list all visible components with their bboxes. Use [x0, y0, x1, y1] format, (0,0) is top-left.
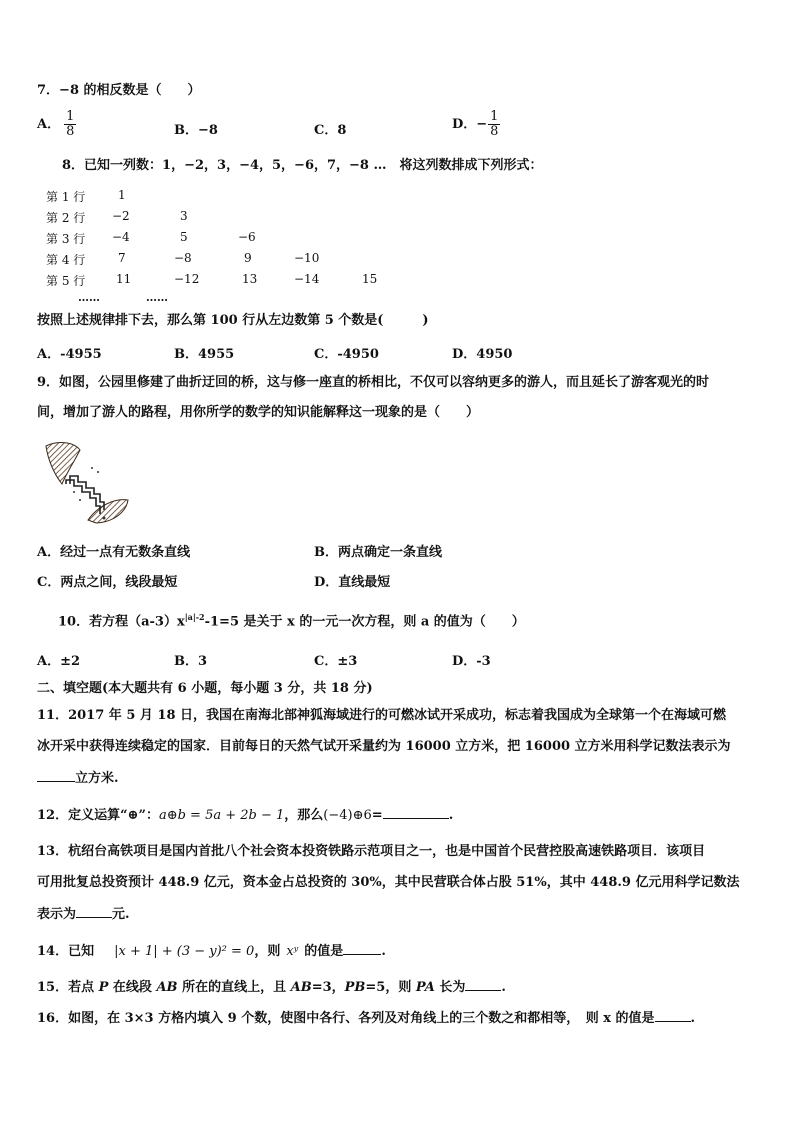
q12-expression: a⊕b = 5a + 2b − 1 [158, 808, 285, 823]
q14-expression: |x + 1| + (3 − y)² = 0 [114, 944, 255, 959]
q8-number-table [46, 186, 406, 296]
q11-answer-blank[interactable] [37, 769, 75, 782]
q8-row-3-label: 第 3 行 [46, 232, 86, 246]
q8-row-5-label: 第 5 行 [46, 274, 86, 288]
q8-stem: 8．已知一列数：1，−2，3，−4，5，−6，7，−8 … 将这列数排成下列形式： [62, 158, 543, 173]
q14-pre: 14．已知 [37, 944, 95, 959]
q10-option-d[interactable]: D．-3 [452, 654, 491, 669]
q8-row-5-cell-5: 15 [362, 272, 378, 286]
q14-post: 的值是 [304, 944, 344, 959]
q8-row-1-label: 第 1 行 [46, 190, 86, 204]
q8-option-d[interactable]: D．4950 [452, 347, 513, 362]
q10-stem-pre: 10．若方程（a-3）x [58, 614, 185, 630]
q12-expression-2: (−4)⊕6 [323, 808, 372, 823]
q11-line-3 [37, 769, 119, 788]
q12-mid: ，那么 [284, 808, 324, 823]
q9-option-d[interactable]: D．直线最短 [314, 575, 391, 590]
q8-row-4-cell-1: 7 [118, 251, 126, 265]
q7-option-d[interactable] [452, 110, 500, 139]
q9-stem-line-2: 间，增加了游人的路程，用你所学的数学的知识能解释这一现象的是（ ） [37, 405, 480, 420]
q14-expression-2: xʸ [286, 944, 299, 959]
q8-option-a[interactable]: A．-4955 [37, 347, 102, 362]
q15-pre: 15．若点 [37, 980, 99, 995]
q8-row-5-cell-2: −12 [174, 272, 200, 286]
q8-row-5-cell-3: 13 [242, 272, 258, 286]
q13-line-1: 13．杭绍台高铁项目是国内首批八个社会资本投资铁路示范项目之一，也是中国首个民营控股高速铁路项目．该项目 [37, 844, 706, 859]
q9-option-b[interactable]: B．两点确定一条直线 [314, 545, 442, 560]
q11-line-1: 11．2017 年 5 月 18 日，我国在南海北部神狐海域进行的可燃冰试开采成功，标志着我国成为全球第一个在海域可燃 [37, 708, 727, 723]
q15-t4: =5，则 [365, 980, 416, 995]
q8-row-2-cell-1: −2 [112, 209, 130, 223]
q15-t2: 所在的直线上，且 [177, 980, 291, 995]
q14-mid: ，则 [254, 944, 281, 959]
q10-stem-post: -1=5 是关于 x 的一元一次方程，则 a 的值为（ ） [204, 614, 525, 630]
q13-line-3-pre: 表示为 [37, 907, 77, 922]
q14-answer-blank[interactable] [343, 942, 381, 955]
q10-option-c[interactable]: C．±3 [314, 654, 358, 669]
q15-segment-ab: AB [156, 980, 178, 995]
q15-end: . [501, 980, 506, 995]
section-2-heading: 二、填空题(本大题共有 6 小题，每小题 3 分，共 18 分) [37, 681, 373, 696]
q7-option-b[interactable]: B．−8 [174, 123, 218, 138]
q7-option-d-fraction: $\frac{1}{8}$ [490, 109, 499, 139]
q12-post: = [371, 808, 383, 823]
q15-t1: 在线段 [108, 980, 157, 995]
q8-option-b[interactable]: B．4955 [174, 347, 235, 362]
q15-t5: 长为 [434, 980, 466, 995]
q8-question: 按照上述规律排下去，那么第 100 行从左边数第 5 个数是( ) [37, 313, 429, 328]
q10-stem [58, 608, 525, 631]
q8-row-2-cell-2: 3 [180, 209, 188, 223]
q8-row-4-cell-3: 9 [244, 251, 252, 265]
q16-pre: 16．如图，在 3×3 方格内填入 9 个数，使图中各行、各列及对角线上的三个数之和都相等， 则 x 的值是 [37, 1011, 655, 1026]
zigzag-bridge-illustration [44, 440, 130, 524]
q10-option-a[interactable]: A．±2 [37, 654, 81, 669]
q7-option-a-fraction: $\frac{1}{8}$ [66, 109, 75, 139]
q16-line [37, 1009, 695, 1028]
q15-point-p: P [98, 980, 109, 995]
q7-option-a-label: A． [37, 117, 61, 132]
q7-option-a[interactable] [37, 110, 76, 139]
q12-line [37, 806, 453, 825]
q8-row-3-cell-1: −4 [112, 230, 130, 244]
q12-end: . [448, 808, 454, 823]
q10-exponent: |a|-2 [184, 612, 205, 622]
q7-option-d-label: D．− [452, 117, 488, 132]
q8-row-3-cell-3: −6 [238, 230, 256, 244]
q13-line-3 [37, 905, 130, 924]
q7-option-c[interactable]: C．8 [314, 123, 347, 138]
q8-row-5-cell-1: 11 [116, 272, 132, 286]
q15-ab-label: AB [290, 980, 312, 995]
q14-line [37, 942, 386, 961]
q12-pre: 12．定义运算“⊕”： [37, 808, 159, 823]
q15-answer-blank[interactable] [465, 978, 501, 991]
q15-t3: =3， [311, 980, 345, 995]
q13-line-3-post: 元. [112, 907, 130, 922]
q15-pb-label: PB [344, 980, 366, 995]
q13-answer-blank[interactable] [76, 905, 112, 918]
q7-stem: 7．−8 的相反数是（ ） [37, 83, 201, 98]
q9-stem-line-1: 9．如图，公园里修建了曲折迂回的桥，这与修一座直的桥相比，不仅可以容纳更多的游人，而且延长了游客观光的时 [37, 375, 710, 390]
q11-line-2: 冰开采中获得连续稳定的国家．目前每日的天然气试开采量约为 16000 立方米，把 16000 立方米用科学记数法表示为 [37, 739, 731, 754]
q8-ellipsis-2: …… [146, 291, 168, 304]
q9-option-a[interactable]: A．经过一点有无数条直线 [37, 545, 191, 560]
q8-row-3-cell-2: 5 [180, 230, 188, 244]
q10-option-b[interactable]: B．3 [174, 654, 208, 669]
q16-end: . [690, 1011, 696, 1026]
q16-answer-blank[interactable] [655, 1009, 691, 1022]
q15-line [37, 978, 506, 997]
q14-end: . [381, 944, 386, 959]
q8-row-5-cell-4: −14 [294, 272, 320, 286]
q8-row-1-cell-1: 1 [118, 188, 126, 202]
q8-row-4-cell-4: −10 [294, 251, 320, 265]
q8-row-4-label: 第 4 行 [46, 253, 86, 267]
q8-row-2-label: 第 2 行 [46, 211, 86, 225]
q11-line-3-text: 立方米. [75, 771, 119, 786]
q15-pa-label: PA [415, 980, 435, 995]
q8-ellipsis-1: …… [78, 291, 100, 304]
q9-option-c[interactable]: C．两点之间，线段最短 [37, 575, 178, 590]
q8-option-c[interactable]: C．-4950 [314, 347, 379, 362]
q8-row-4-cell-2: −8 [174, 251, 192, 265]
q12-answer-blank[interactable] [383, 806, 449, 819]
q13-line-2: 可用批复总投资预计 448.9 亿元，资本金占总投资的 30%，其中民营联合体占股 51%，其中 448.9 亿元用科学记数法 [37, 875, 740, 890]
